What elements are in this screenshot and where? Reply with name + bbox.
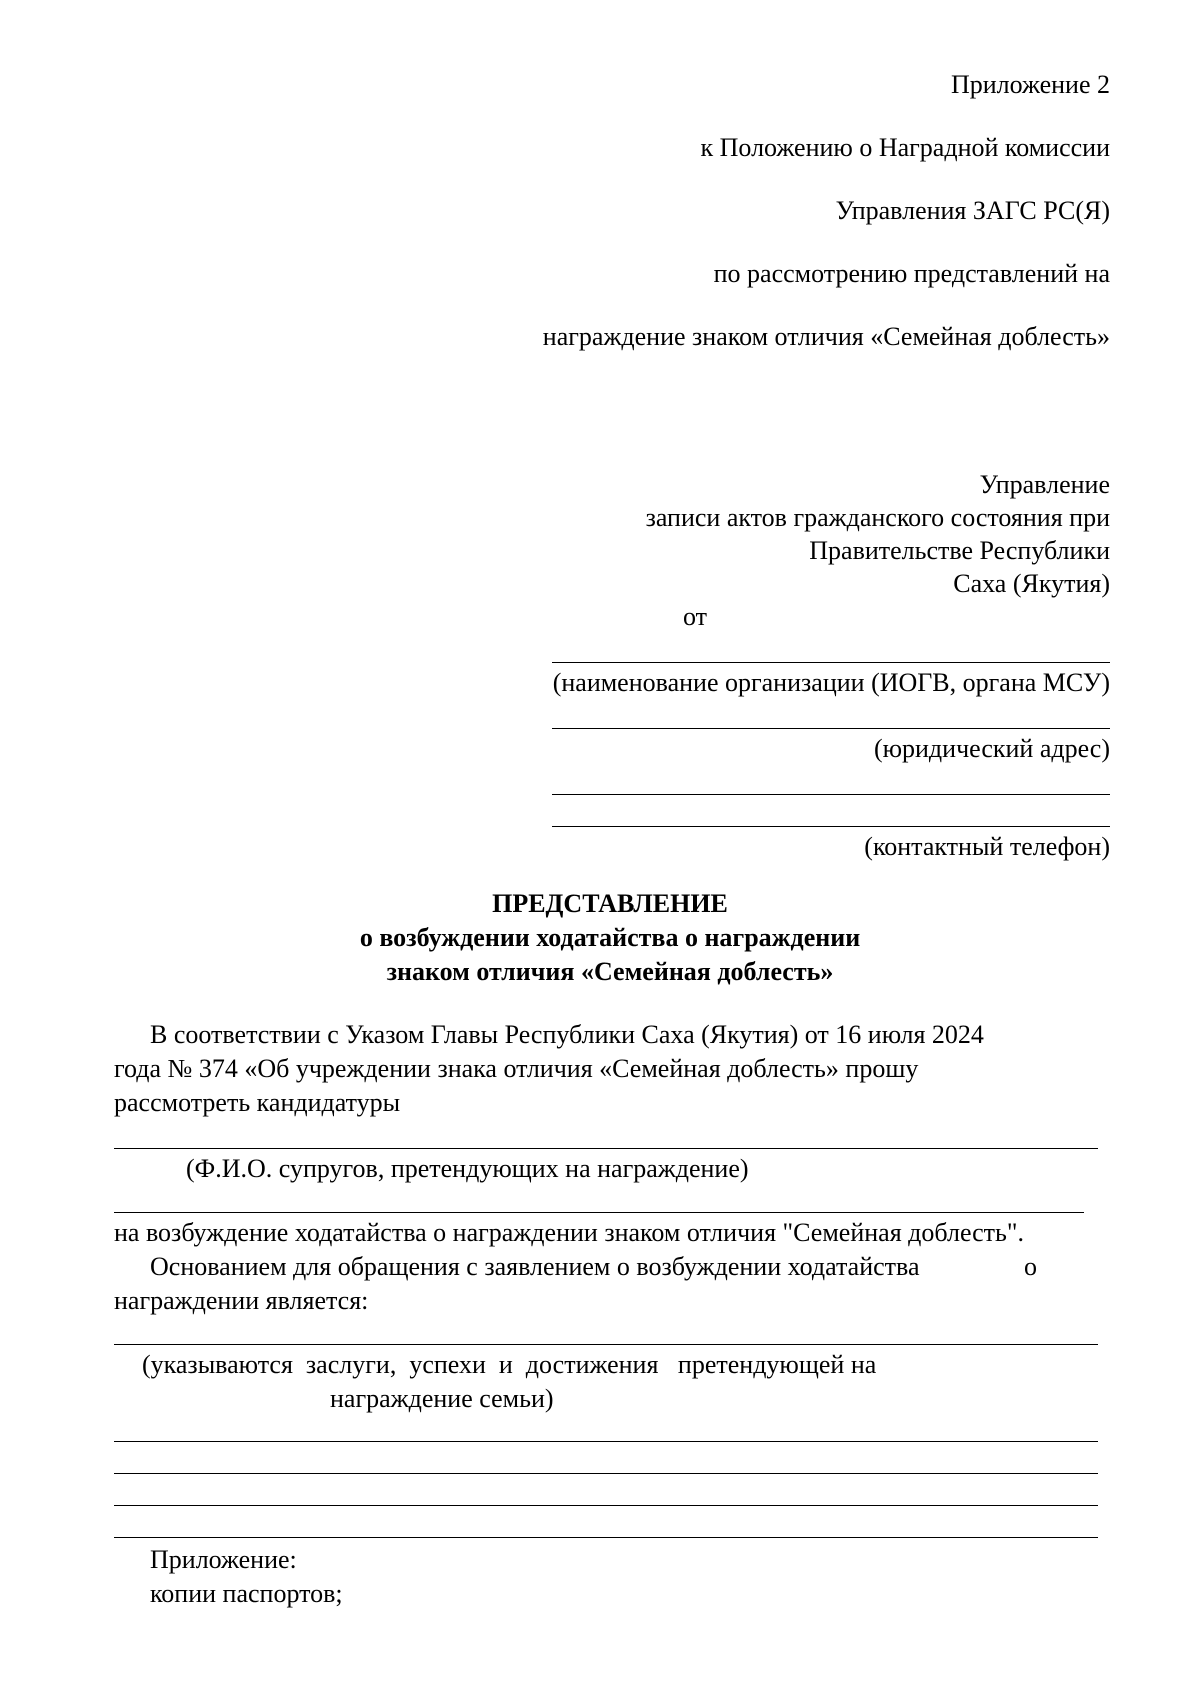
attachments-heading: Приложение: xyxy=(150,1545,297,1574)
org-name-line xyxy=(552,662,1110,663)
merits-caption-line-1: (указываются заслуги, успехи и достижения претендующей на xyxy=(142,1350,877,1379)
addressee-from: от xyxy=(683,602,708,631)
basis-line-1: Основанием для обращения с заявлением о возбуждении ходатайства xyxy=(150,1252,920,1281)
phone-line xyxy=(552,826,1110,827)
doc-subtitle-line-2: знаком отличия «Семейная доблесть» xyxy=(386,957,834,986)
addressee-line-2: записи актов гражданского состояния при xyxy=(645,503,1110,532)
legal-address-line xyxy=(552,728,1110,729)
merits-line-3 xyxy=(114,1473,1098,1474)
merits-line-2 xyxy=(114,1441,1098,1442)
attachment-item-1: копии паспортов; xyxy=(150,1579,343,1608)
fio-line xyxy=(114,1148,1098,1149)
annex-line-5: награждение знаком отличия «Семейная доблесть» xyxy=(542,322,1110,351)
annex-line-4: по рассмотрению представлений на xyxy=(713,259,1110,288)
fio-second-line xyxy=(114,1212,1084,1213)
addressee-line-1: Управление xyxy=(979,470,1110,499)
doc-subtitle-line-1: о возбуждении ходатайства о награждении xyxy=(359,923,861,952)
fio-caption: (Ф.И.О. супругов, претендующих на награждение) xyxy=(186,1154,749,1183)
petition-line: на возбуждение ходатайства о награждении знаком отличия "Семейная доблесть". xyxy=(114,1218,1024,1247)
org-name-caption: (наименование организации (ИОГВ, органа МСУ) xyxy=(552,668,1110,697)
address-extra-line xyxy=(552,794,1110,795)
merits-line-5 xyxy=(114,1537,1098,1538)
merits-line xyxy=(114,1344,1098,1345)
legal-address-caption: (юридический адрес) xyxy=(873,734,1110,763)
phone-caption: (контактный телефон) xyxy=(864,832,1110,861)
merits-line-4 xyxy=(114,1505,1098,1506)
addressee-line-4: Саха (Якутия) xyxy=(953,569,1110,598)
annex-line-2: к Положению о Наградной комиссии xyxy=(700,133,1110,162)
basis-line-2: награждении является: xyxy=(114,1286,369,1315)
body-line-1: В соответствии с Указом Главы Республики Саха (Якутия) от 16 июля 2024 xyxy=(150,1020,984,1049)
annex-line-1: Приложение 2 xyxy=(950,70,1110,99)
merits-caption-line-2: награждение семьи) xyxy=(330,1384,554,1413)
doc-title: ПРЕДСТАВЛЕНИЕ xyxy=(492,889,728,918)
body-line-2: года № 374 «Об учреждении знака отличия «Семейная доблесть» прошу xyxy=(114,1054,919,1083)
annex-line-3: Управления ЗАГС РС(Я) xyxy=(835,196,1110,225)
basis-line-1-end: о xyxy=(1024,1252,1037,1281)
addressee-line-3: Правительстве Республики xyxy=(809,536,1110,565)
body-line-3: рассмотреть кандидатуры xyxy=(114,1088,401,1117)
